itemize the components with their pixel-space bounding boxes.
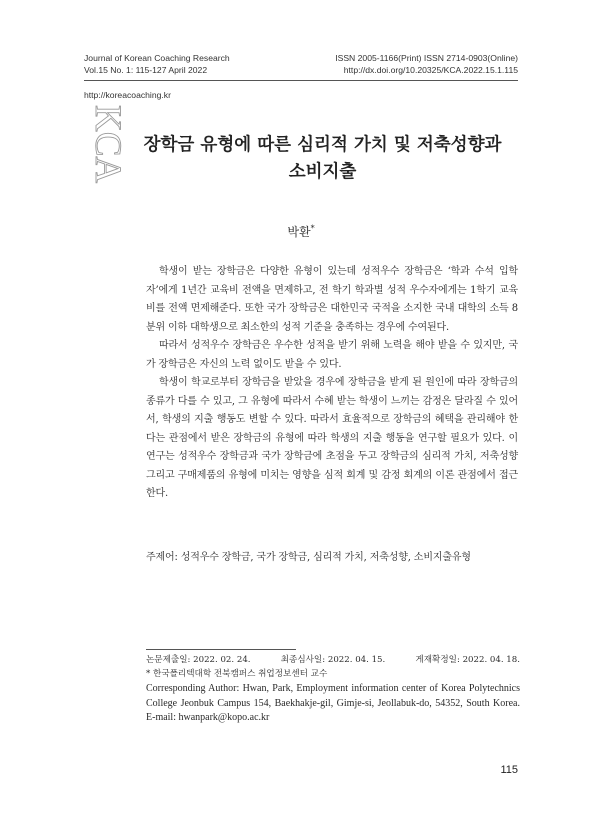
abstract-paragraph: 학생이 학교로부터 장학금을 받았을 경우에 장학금을 받게 된 원인에 따라 장학금의 종류가 다를 수 있고, 그 유형에 따라서 수혜 받는 학생이 느끼는 감정은 달라질 수 있어서, 학생의 지출 행동도 변할 수 있다. 따라서 효율적으로 장학금의 혜택을 관리해야 한다는 관점에서 받은 장학금의 유형에 따라 학생의 지출 행동을 연구할 필요가 있다. 이 연구는 성적우수 장학금과 국가 장학금에 초점을 두고 장학금의 심리적 가치, 저축성향 그리고 구매제품의 유형에 미치는 영향을 심적 회계 및 감정 회계의 이론 관점에서 접근한다. bbox=[146, 377, 518, 499]
corresponding-author: Corresponding Author: Hwan, Park, Employment information center of Korea Polytechnics College Jeonbuk Campus 154, Baekhakje-gil, Gimje-si, Jeollabuk-do, 54352, South Korea. E-mail: hwanpark@kopo.ac.kr bbox=[146, 683, 520, 723]
accepted-date: 게재확정일: 2022. 04. 18. bbox=[415, 655, 520, 665]
author-mark: * bbox=[310, 224, 315, 233]
kca-logo-text: KCA bbox=[87, 105, 128, 184]
paper-title bbox=[130, 132, 515, 186]
journal-name: Journal of Korean Coaching Research bbox=[84, 53, 230, 63]
author-affiliation: * 한국폴리텍대학 전북캠퍼스 취업정보센터 교수 bbox=[146, 669, 328, 679]
page-number: 115 bbox=[500, 764, 518, 776]
author-name: 박환 bbox=[287, 225, 311, 239]
abstract bbox=[146, 263, 518, 504]
doi-link[interactable]: http://dx.doi.org/10.20325/KCA.2022.15.1.115 bbox=[343, 65, 518, 75]
website-link[interactable]: http://koreacoaching.kr bbox=[84, 90, 171, 100]
journal-header-left bbox=[84, 52, 230, 76]
footnote-rule bbox=[146, 649, 296, 650]
author-line bbox=[84, 223, 518, 240]
keywords-label: 주제어: bbox=[146, 552, 178, 563]
journal-issue: Vol.15 No. 1: 115-127 April 2022 bbox=[84, 65, 208, 75]
received-date: 논문제출일: 2022. 02. 24. bbox=[146, 655, 251, 665]
abstract-paragraph: 학생이 받는 장학금은 다양한 유형이 있는데 성적우수 장학금은 ‘학과 수석 입학자’에게 1년간 교육비 전액을 면제하고, 전 학기 학과별 성적 우수자에게는 1학기 교육비를 전액 면제해준다. 또한 국가 장학금은 대한민국 국적을 소지한 국내 대학의 소득 8분위 이하 대학생으로 최소한의 성적 기준을 충족하는 경우에 수여된다. bbox=[146, 266, 518, 333]
footnote-dates bbox=[146, 654, 520, 667]
keywords-text: 성적우수 장학금, 국가 장학금, 심리적 가치, 저축성향, 소비지출유형 bbox=[177, 552, 471, 563]
header-rule bbox=[84, 80, 518, 81]
title-line-2: 소비지출 bbox=[288, 162, 357, 182]
issn-text: ISSN 2005-1166(Print) ISSN 2714-0903(Online) bbox=[335, 53, 518, 63]
keywords bbox=[146, 548, 518, 563]
journal-header-right bbox=[335, 52, 518, 76]
abstract-paragraph: 따라서 성적우수 장학금은 우수한 성적을 받기 위해 노력을 해야 받을 수 있지만, 국가 장학금은 자신의 노력 없이도 받을 수 있다. bbox=[146, 340, 518, 370]
reviewed-date: 최종심사일: 2022. 04. 15. bbox=[280, 655, 386, 665]
title-line-1: 장학금 유형에 따른 심리적 가치 및 저축성향과 bbox=[143, 135, 502, 155]
kca-logo bbox=[86, 103, 130, 215]
